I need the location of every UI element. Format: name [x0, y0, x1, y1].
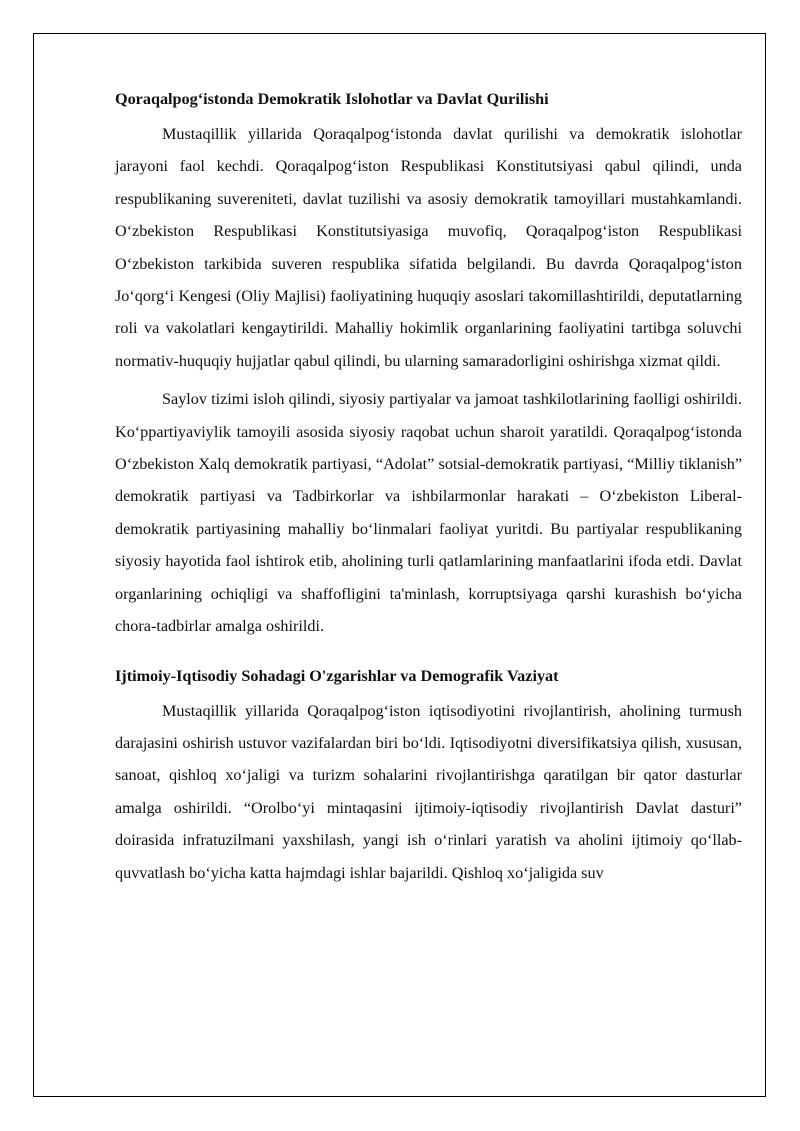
- paragraph: Saylov tizimi isloh qilindi, siyosiy partiyalar va jamoat tashkilotlarining faolligi oshirildi. Ko‘ppartiyaviylik tamoyili asosida siyosiy raqobat uchun sharoit yaratildi. Qoraqalpog‘istonda O‘zbekiston Xalq demokratik partiyasi, “Adolat” sotsial-demokratik partiyasi, “Milliy tiklanish” demokratik partiyasi va Tadbirkorlar va ishbilarmonlar harakati – O‘zbekiston Liberal-demokratik partiyasining mahalliy bo‘linmalari faoliyat yuritdi. Bu partiyalar respublikaning siyosiy hayotida faol ishtirok etib, aholining turli qatlamlarining manfaatlarini ifoda etdi. Davlat organlarining ochiqligi va shaffofligini ta'minlash, korruptsiyaga qarshi kurashish bo‘yicha chora-tadbirlar amalga oshirildi.: [115, 390, 742, 636]
- paragraph: Mustaqillik yillarida Qoraqalpog‘istonda davlat qurilishi va demokratik islohotlar jarayoni faol kechdi. Qoraqalpog‘iston Respublikasi Konstitutsiyasi qabul qilindi, unda respublikaning suvereniteti, davlat tuzilishi va asosiy demokratik tamoyillari mustahkamlandi. O‘zbekiston Respublikasi Konstitutsiyasiga muvofiq, Qoraqalpog‘iston Respublikasi O‘zbekiston tarkibida suveren respublika sifatida belgilandi. Bu davrda Qoraqalpog‘iston Jo‘qorg‘i Kengesi (Oliy Majlisi) faoliyatining huquqiy asoslari takomillashtirildi, deputatlarning roli va vakolatlari kengaytirildi. Mahalliy hokimlik organlarining faoliyatini tartibga soluvchi normativ-huquqiy hujjatlar qabul qilindi, bu ularning samaradorligini oshirishga xizmat qildi.: [115, 125, 742, 370]
- document-body: [115, 86, 742, 889]
- section-heading-economy: Ijtimoiy-Iqtisodiy Sohadagi O'zgarishlar va Demografik Vaziyat: [115, 666, 559, 685]
- section-heading-reforms: Qoraqalpog‘istonda Demokratik Islohotlar va Davlat Qurilishi: [115, 90, 549, 108]
- paragraph: Mustaqillik yillarida Qoraqalpog‘iston iqtisodiyotini rivojlantirish, aholining turmush darajasini oshirish ustuvor vazifalardan biri bo‘ldi. Iqtisodiyotni diversifikatsiya qilish, xususan, sanoat, qishloq xo‘jaligi va turizm sohalarini rivojlantirishga qaratilgan bir qator dasturlar amalga oshirildi. “Orolbo‘yi mintaqasini ijtimoiy-iqtisodiy rivojlantirish Davlat dasturi” doirasida infratuzilmani yaxshilash, yangi ish o‘rinlari yaratish va aholini ijtimoiy qo‘llab-quvvatlash bo‘yicha katta hajmdagi ishlar bajarildi. Qishloq xo‘jaligida suv: [115, 701, 742, 882]
